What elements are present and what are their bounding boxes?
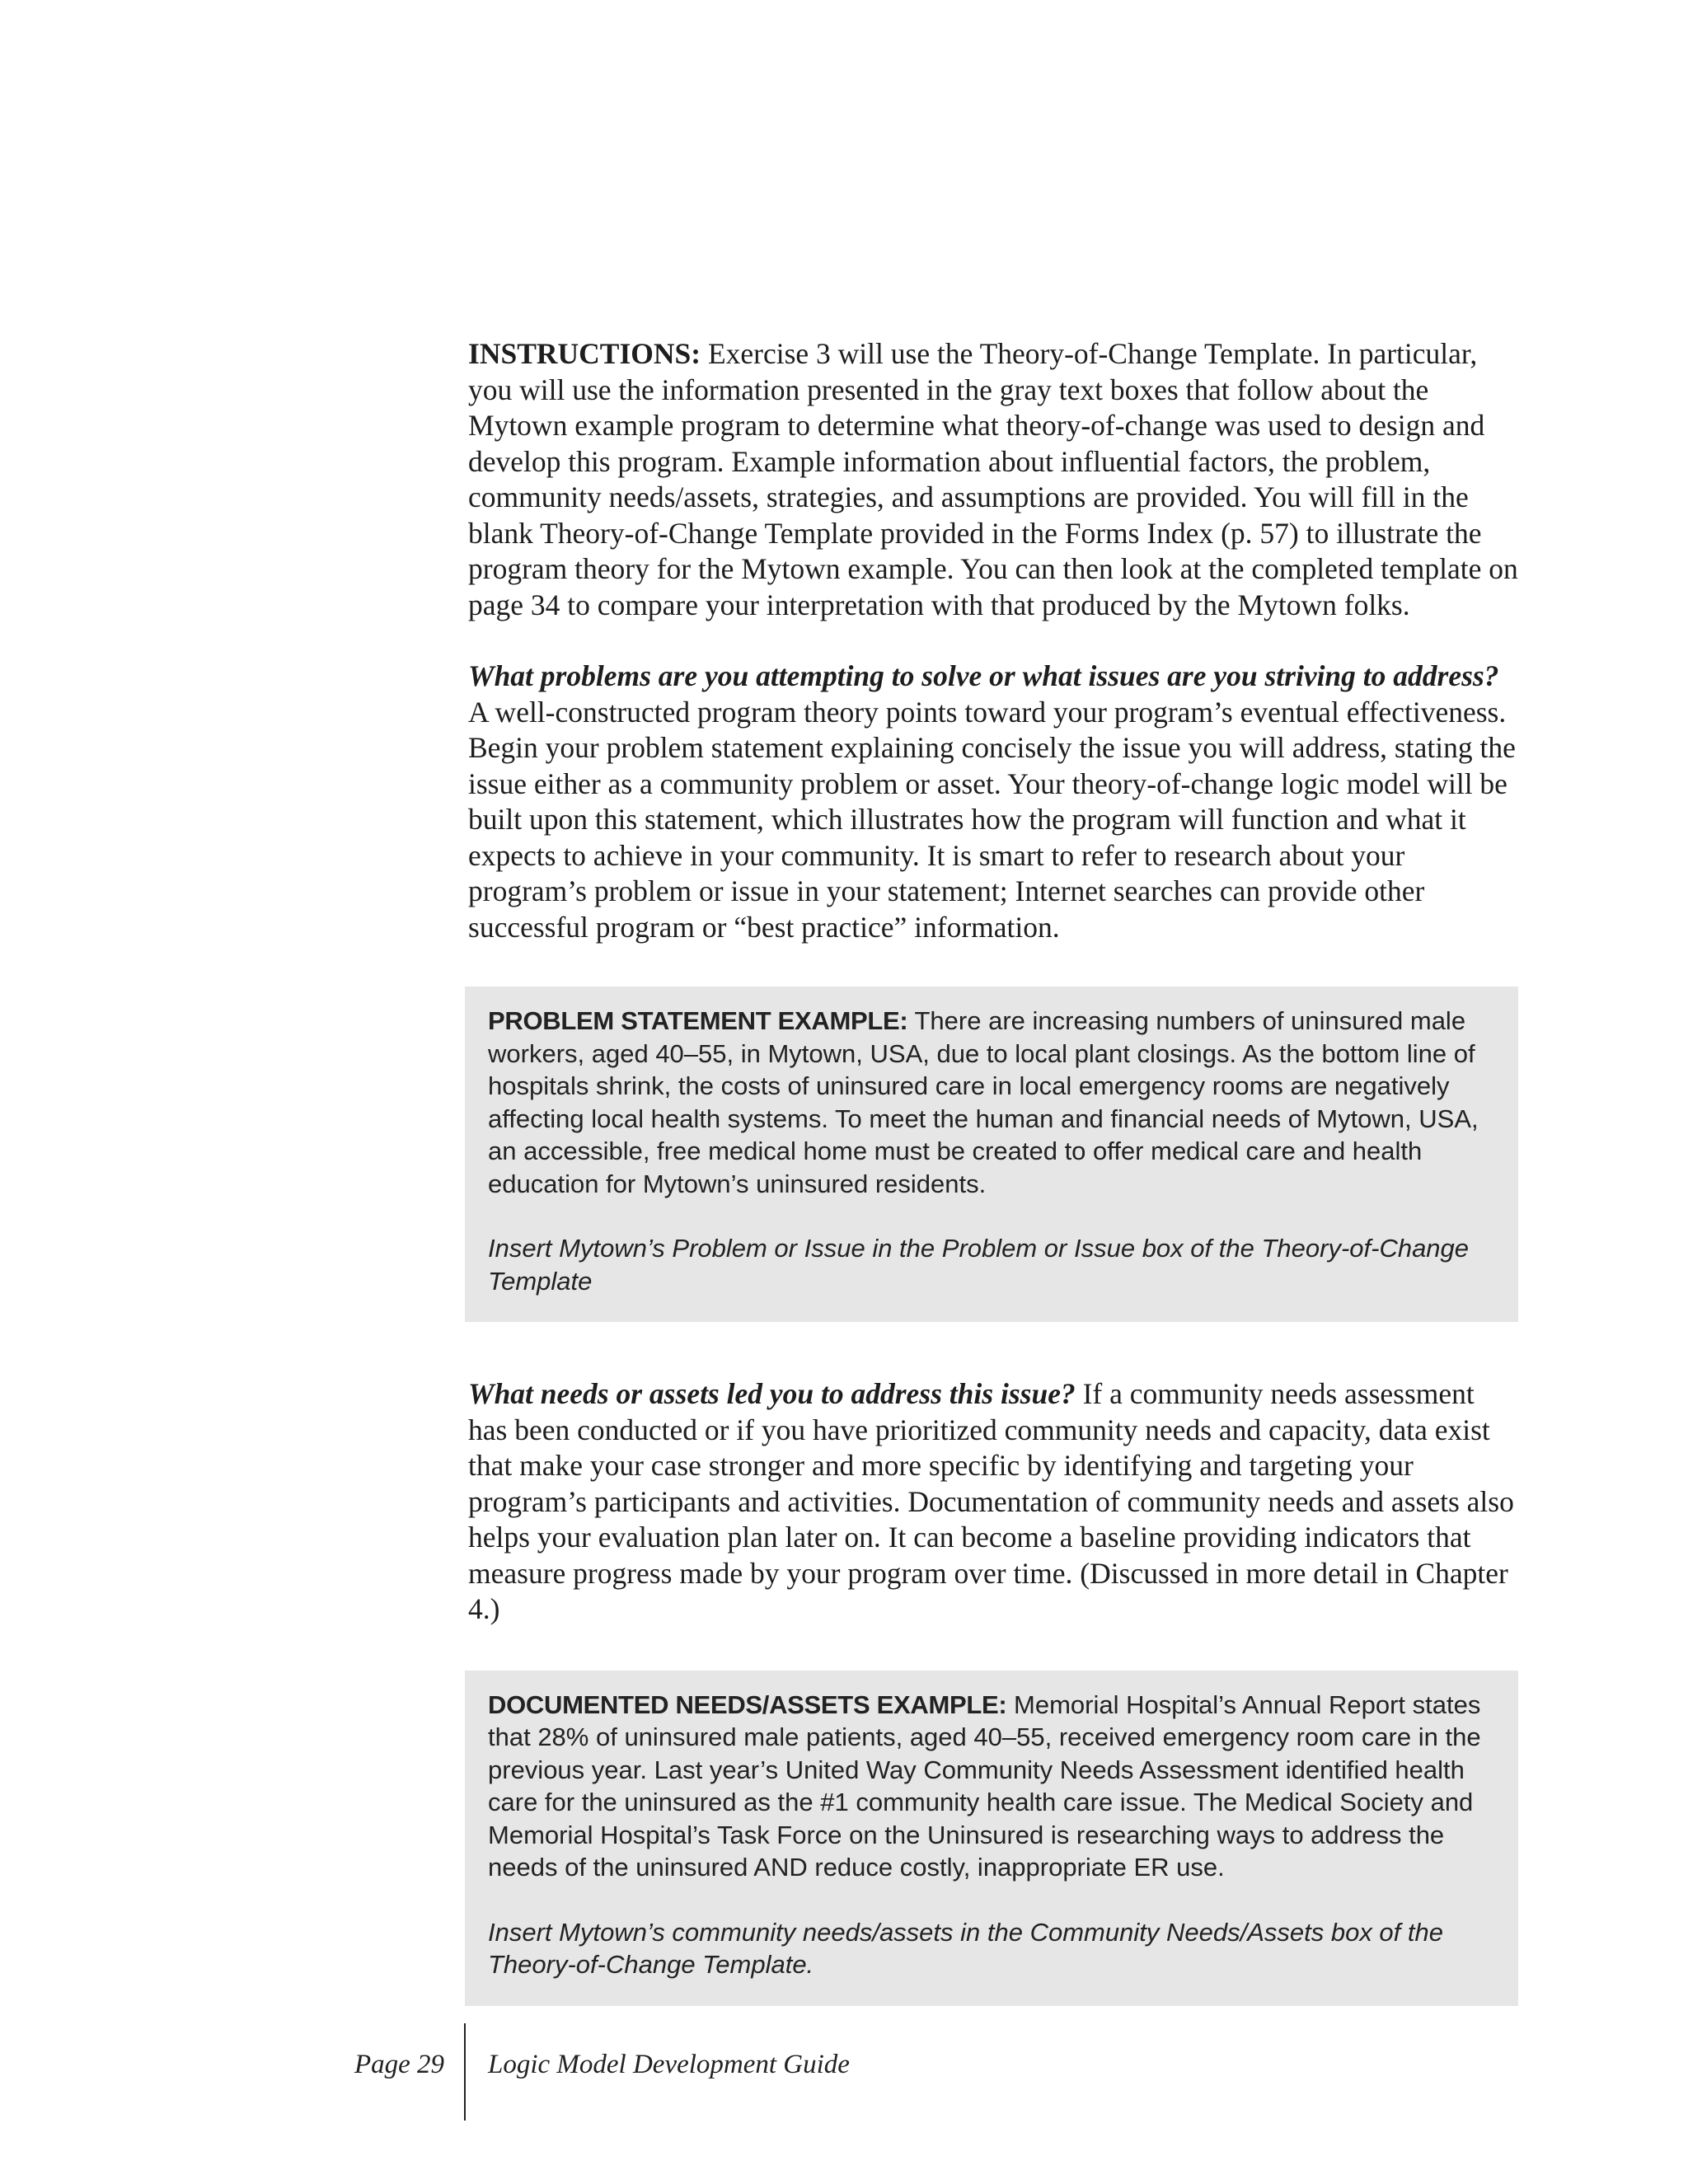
documented-needs-note: Insert Mytown’s community needs/assets in the Community Needs/Assets box of the Theory-of-Change Template. [488,1917,1443,1979]
problems-paragraph [468,658,1520,945]
needs-text: If a community needs assessment has been conducted or if you have prioritized community needs and capacity, data exist that make your case stronger and more specific by identifying and targeting your program’s participants and activities. Documentation of community needs and assets also helps your evaluation plan later on. It can become a baseline providing indicators that measure progress made by your program over time. (Discussed in more detail in Chapter 4.) [468,1377,1514,1625]
documented-needs-paragraph [488,1689,1489,1884]
problem-statement-label: PROBLEM STATEMENT EXAMPLE: [488,1006,908,1035]
page-number: Page 29 [354,2050,444,2079]
documented-needs-text: Memorial Hospital’s Annual Report states that 28% of uninsured male patients, aged 40–55, received emergency room care in the previous year. Last year’s United Way Community Needs Assessment identified health care for the uninsured as the #1 community health care issue. The Medical Society and Memorial Hospital’s Task Force on the Uninsured is researching ways to address the needs of the uninsured AND reduce costly, inappropriate ER use. [488,1690,1481,1882]
needs-paragraph [468,1376,1520,1628]
problems-question: What problems are you attempting to solve or what issues are you striving to address? [468,659,1499,692]
problem-statement-paragraph [488,1005,1489,1200]
needs-question: What needs or assets led you to address this issue? [468,1377,1076,1410]
problem-statement-note: Insert Mytown’s Problem or Issue in the Problem or Issue box of the Theory-of-Change Template [488,1234,1470,1296]
footer-divider [464,2023,466,2121]
problems-text: A well-constructed program theory points toward your program’s eventual effectiveness. Begin your problem statement explaining concisely the issue you will address, stating the issue either as a community problem or asset. Your theory-of-change logic model will be built upon this statement, which illustrates how the program will function and what it expects to achieve in your community. It is smart to refer to research about your program’s problem or issue in your statement; Internet searches can provide other successful program or “best practice” information. [468,695,1516,944]
instructions-label: INSTRUCTIONS: [468,337,701,370]
instructions-text: Exercise 3 will use the Theory-of-Change Template. In particular, you will use the information presented in the gray text boxes that follow about the Mytown example program to determine what theory-of-change was used to design and develop this program. Example information about influential factors, the problem, community needs/assets, strategies, and assumptions are provided. You will fill in the blank Theory-of-Change Template provided in the Forms Index (p. 57) to illustrate the program theory for the Mytown example. You can then look at the completed template on page 34 to compare your interpretation with that produced by the Mytown folks. [468,337,1518,621]
problem-statement-example-box [465,987,1518,1322]
documented-needs-label: DOCUMENTED NEEDS/ASSETS EXAMPLE: [488,1690,1007,1719]
instructions-paragraph [468,336,1520,623]
footer-document-title: Logic Model Development Guide [488,2050,850,2079]
problem-statement-text: There are increasing numbers of uninsured male workers, aged 40–55, in Mytown, USA, due to local plant closings. As the bottom line of hospitals shrink, the costs of uninsured care in local emergency rooms are negatively affecting local health systems. To meet the human and financial needs of Mytown, USA, an accessible, free medical home must be created to offer medical care and health education for Mytown’s uninsured residents. [488,1006,1479,1198]
page-content [468,336,1520,2006]
documented-needs-example-box [465,1671,1518,2006]
page-footer [0,2023,1688,2121]
